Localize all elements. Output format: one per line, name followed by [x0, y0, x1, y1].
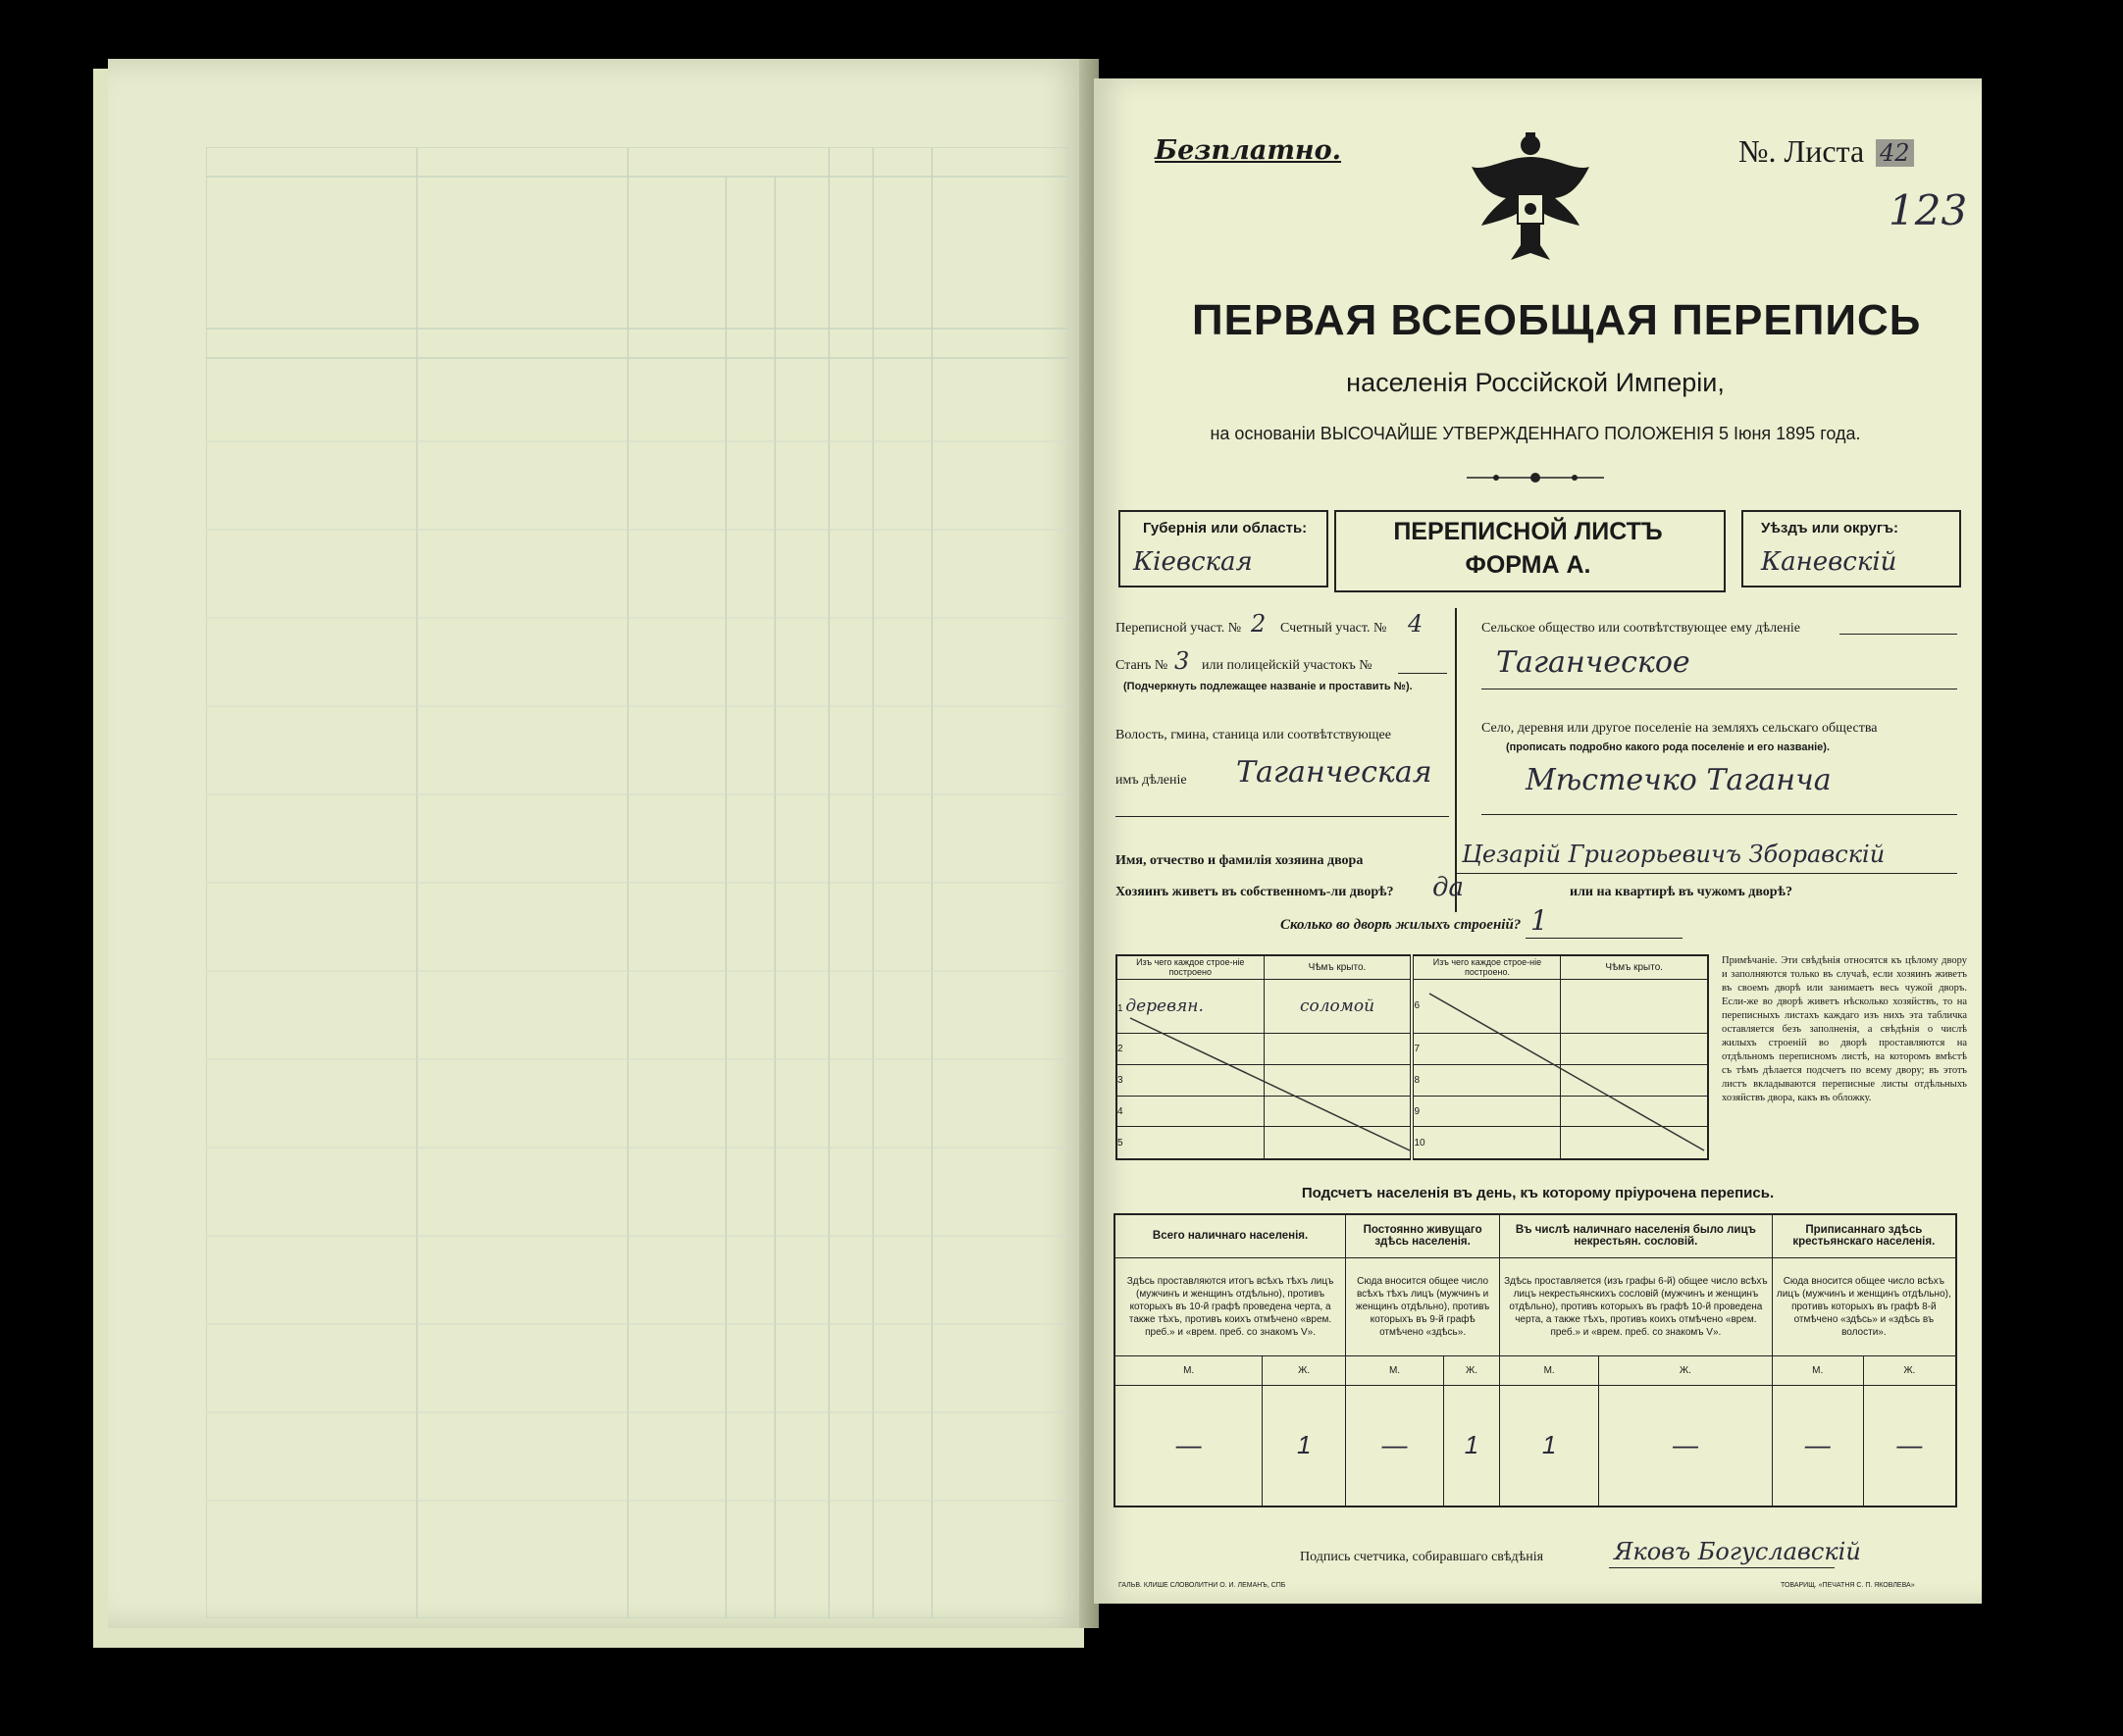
- row1-material: деревян.: [1125, 996, 1204, 1016]
- buildings-value[interactable]: 1: [1530, 904, 1548, 937]
- count-value[interactable]: 1: [1443, 1385, 1499, 1506]
- count-value[interactable]: 1: [1500, 1385, 1599, 1506]
- census-subtitle: населенія Россійской Имперіи,: [1346, 368, 1725, 397]
- village-note: (прописать подробно какого рода поселеніе и его названіе).: [1506, 741, 1831, 753]
- female-column-label: Ж.: [1443, 1355, 1499, 1385]
- district-value[interactable]: Каневскій: [1761, 547, 1897, 577]
- stan-line: [1398, 673, 1447, 674]
- census-plot-label: Переписной участ. №: [1115, 621, 1242, 636]
- village-label: Село, деревня или другое поселеніе на земляхъ сельскаго общества: [1481, 721, 1878, 736]
- volost-label: Волость, гмина, станица или соотвѣтствующее: [1115, 728, 1391, 742]
- buildings-line: [1526, 938, 1683, 939]
- sheet-number-label: №. Листа: [1738, 133, 1865, 169]
- census-form-page: [1094, 78, 1982, 1604]
- signature-value[interactable]: Яковъ Богуславскій: [1614, 1538, 1861, 1565]
- lives-label: Хозяинъ живетъ въ собственномъ-ли дворѣ?: [1115, 885, 1394, 899]
- table-cell[interactable]: 9: [1412, 1096, 1560, 1127]
- count-description: Здѣсь проставляются итогъ всѣхъ тѣхъ лицъ (мужчинъ и женщинъ отдѣльно), противъ которыхъ въ 10-й графѣ проведена черта, а также тѣхъ, противъ коихъ отмѣчено «врем. преб.» и «врем. преб. со знакомъ V».: [1114, 1257, 1346, 1355]
- count-plot-label: Счетный участ. №: [1280, 621, 1387, 636]
- count-header: Постоянно живущаго здѣсь населенія.: [1346, 1214, 1500, 1257]
- owner-line: [1457, 873, 1957, 874]
- field-column-divider: [1455, 608, 1457, 912]
- volost-value[interactable]: Таганческая: [1236, 755, 1432, 790]
- table-cell[interactable]: 7: [1412, 1034, 1560, 1065]
- volost-label-2: имъ дѣленіе: [1115, 773, 1187, 788]
- form-letter: ФОРМА А.: [1465, 551, 1591, 579]
- table-cell[interactable]: 2: [1116, 1034, 1264, 1065]
- printer-left: ГАЛЬВ. КЛИШЕ СЛОВОЛИТНИ О. И. ЛЕМАНЪ, СПБ: [1118, 1582, 1286, 1589]
- table-cell[interactable]: 3: [1116, 1064, 1264, 1096]
- count-header: Приписаннаго здѣсь крестьянскаго населенія.: [1772, 1214, 1956, 1257]
- strike-through-lines: [1115, 954, 1709, 1160]
- owner-label: Имя, отчество и фамилія хозяина двора: [1115, 853, 1364, 868]
- count-title: Подсчетъ населенія въ день, къ которому пріурочена перепись.: [1301, 1185, 1775, 1201]
- page-number: 123: [1889, 186, 1968, 234]
- buildings-label: Сколько во дворѣ жилыхъ строеній?: [1280, 917, 1522, 933]
- lives-rest: или на квартирѣ въ чужомъ дворѣ?: [1570, 885, 1792, 899]
- faint-ruled-grid: [206, 147, 1069, 1618]
- count-value[interactable]: —: [1346, 1385, 1444, 1506]
- ornament-divider: [1467, 471, 1604, 485]
- imperial-eagle-emblem: [1467, 128, 1594, 275]
- province-label: Губернія или область:: [1143, 520, 1308, 536]
- table-cell[interactable]: 8: [1412, 1064, 1560, 1096]
- free-label: Безплатно.: [1155, 135, 1342, 166]
- population-count-table: [1113, 1213, 1957, 1507]
- census-basis: на основаніи ВЫСОЧАЙШЕ УТВЕРЖДЕННАГО ПОЛОЖЕНІЯ 5 Іюня 1895 года.: [1210, 424, 1861, 443]
- printer-right: ТОВАРИЩ. «ПЕЧАТНЯ С. П. ЯКОВЛЕВА»: [1781, 1582, 1915, 1589]
- count-header: Всего наличнаго населенія.: [1114, 1214, 1346, 1257]
- count-value[interactable]: —: [1863, 1385, 1956, 1506]
- count-value[interactable]: 1: [1263, 1385, 1346, 1506]
- count-plot-value[interactable]: 4: [1408, 610, 1424, 638]
- table-cell[interactable]: 10: [1412, 1127, 1560, 1159]
- count-value[interactable]: —: [1772, 1385, 1863, 1506]
- female-column-label: Ж.: [1263, 1355, 1346, 1385]
- signature-line: [1609, 1567, 1835, 1568]
- count-header: Въ числѣ наличнаго населенія было лицъ некрестьян. сословій.: [1500, 1214, 1773, 1257]
- province-value[interactable]: Кіевская: [1133, 547, 1253, 577]
- census-title: ПЕРВАЯ ВСЕОБЩАЯ ПЕРЕПИСЬ: [1192, 296, 1922, 344]
- table-cell[interactable]: 4: [1116, 1096, 1264, 1127]
- table-cell[interactable]: 5: [1116, 1127, 1264, 1159]
- society-line: [1839, 634, 1957, 635]
- count-description: Сюда вносится общее число всѣхъ тѣхъ лицъ (мужчинъ и женщинъ отдѣльно), противъ которыхъ въ 9-й графѣ отмѣчено «здѣсь».: [1346, 1257, 1500, 1355]
- sheet-number-value: 42: [1876, 139, 1914, 167]
- society-label: Сельское общество или соотвѣтствующее ему дѣленіе: [1481, 621, 1800, 636]
- female-column-label: Ж.: [1599, 1355, 1773, 1385]
- male-column-label: М.: [1346, 1355, 1444, 1385]
- count-value[interactable]: —: [1114, 1385, 1263, 1506]
- stan-rest: или полицейскій участокъ №: [1202, 658, 1372, 673]
- count-description: Сюда вносится общее число всѣхъ лицъ (мужчинъ и женщинъ отдѣльно), противъ которыхъ въ графѣ 8-й отмѣчено «здѣсь» и «здѣсь въ волости».: [1772, 1257, 1956, 1355]
- volost-line: [1115, 816, 1449, 817]
- form-title: ПЕРЕПИСНОЙ ЛИСТЪ: [1393, 518, 1663, 545]
- stan-label: Станъ №: [1115, 658, 1168, 673]
- male-column-label: М.: [1772, 1355, 1863, 1385]
- count-description: Здѣсь проставляется (изъ графы 6-й) общее число всѣхъ лицъ некрестьянскихъ сословій (мужчинъ и женщинъ отдѣльно), противъ которыхъ въ графѣ 10-й проведена черта, а также тѣхъ, противъ коихъ отмѣчено «врем. преб.» и «врем. преб. со знакомъ V».: [1500, 1257, 1773, 1355]
- census-plot-value[interactable]: 2: [1251, 610, 1267, 638]
- owner-value[interactable]: Цезарій Григорьевичъ Зборавскій: [1462, 841, 1886, 868]
- signature-label: Подпись счетчика, собиравшаго свѣдѣнія: [1300, 1550, 1544, 1564]
- male-column-label: М.: [1114, 1355, 1263, 1385]
- table-header: Изъ чего каждое строе-ніе построено: [1116, 955, 1264, 979]
- note-text: Примѣчаніе. Эти свѣдѣнія относятся къ цѣлому двору и заполняются только въ случаѣ, если хозяинъ живетъ въ своемъ дворѣ или занимаетъ весь чужой дворъ. Если-же во дворѣ живетъ нѣсколько хозяйствъ, то на переписныхъ листахъ каждаго изъ нихъ эта табличка оставляется безъ заполненія, а свѣдѣнія о числѣ жилыхъ строеній во дворѣ проставляются на отдѣльномъ переписномъ листѣ, на которомъ вмѣстѣ съ тѣмъ дѣлается подсчетъ по всему двору; въ этотъ листъ вкладываются переписные листы отдѣльныхъ хозяйствъ двора, какъ въ обложку.: [1722, 955, 1967, 1103]
- village-value[interactable]: Мѣстечко Таганча: [1526, 763, 1832, 797]
- lives-value[interactable]: да: [1432, 873, 1464, 902]
- society-value[interactable]: Таганческое: [1496, 645, 1690, 680]
- table-header: Чѣмъ крыто.: [1264, 955, 1412, 979]
- left-page: [108, 59, 1089, 1628]
- table-header: Чѣмъ крыто.: [1561, 955, 1708, 979]
- stan-value[interactable]: 3: [1174, 647, 1190, 675]
- village-line: [1481, 814, 1957, 815]
- stan-note: (Подчеркнуть подлежащее названіе и проставить №).: [1123, 681, 1413, 692]
- district-label: Уѣздъ или округъ:: [1761, 520, 1899, 536]
- female-column-label: Ж.: [1863, 1355, 1956, 1385]
- row1-roof: соломой: [1299, 996, 1375, 1016]
- table-header: Изъ чего каждое строе-ніе построено.: [1412, 955, 1560, 979]
- count-value[interactable]: —: [1599, 1385, 1773, 1506]
- row-number: 1: [1117, 1002, 1123, 1014]
- male-column-label: М.: [1500, 1355, 1599, 1385]
- table-cell[interactable]: 6: [1412, 979, 1560, 1034]
